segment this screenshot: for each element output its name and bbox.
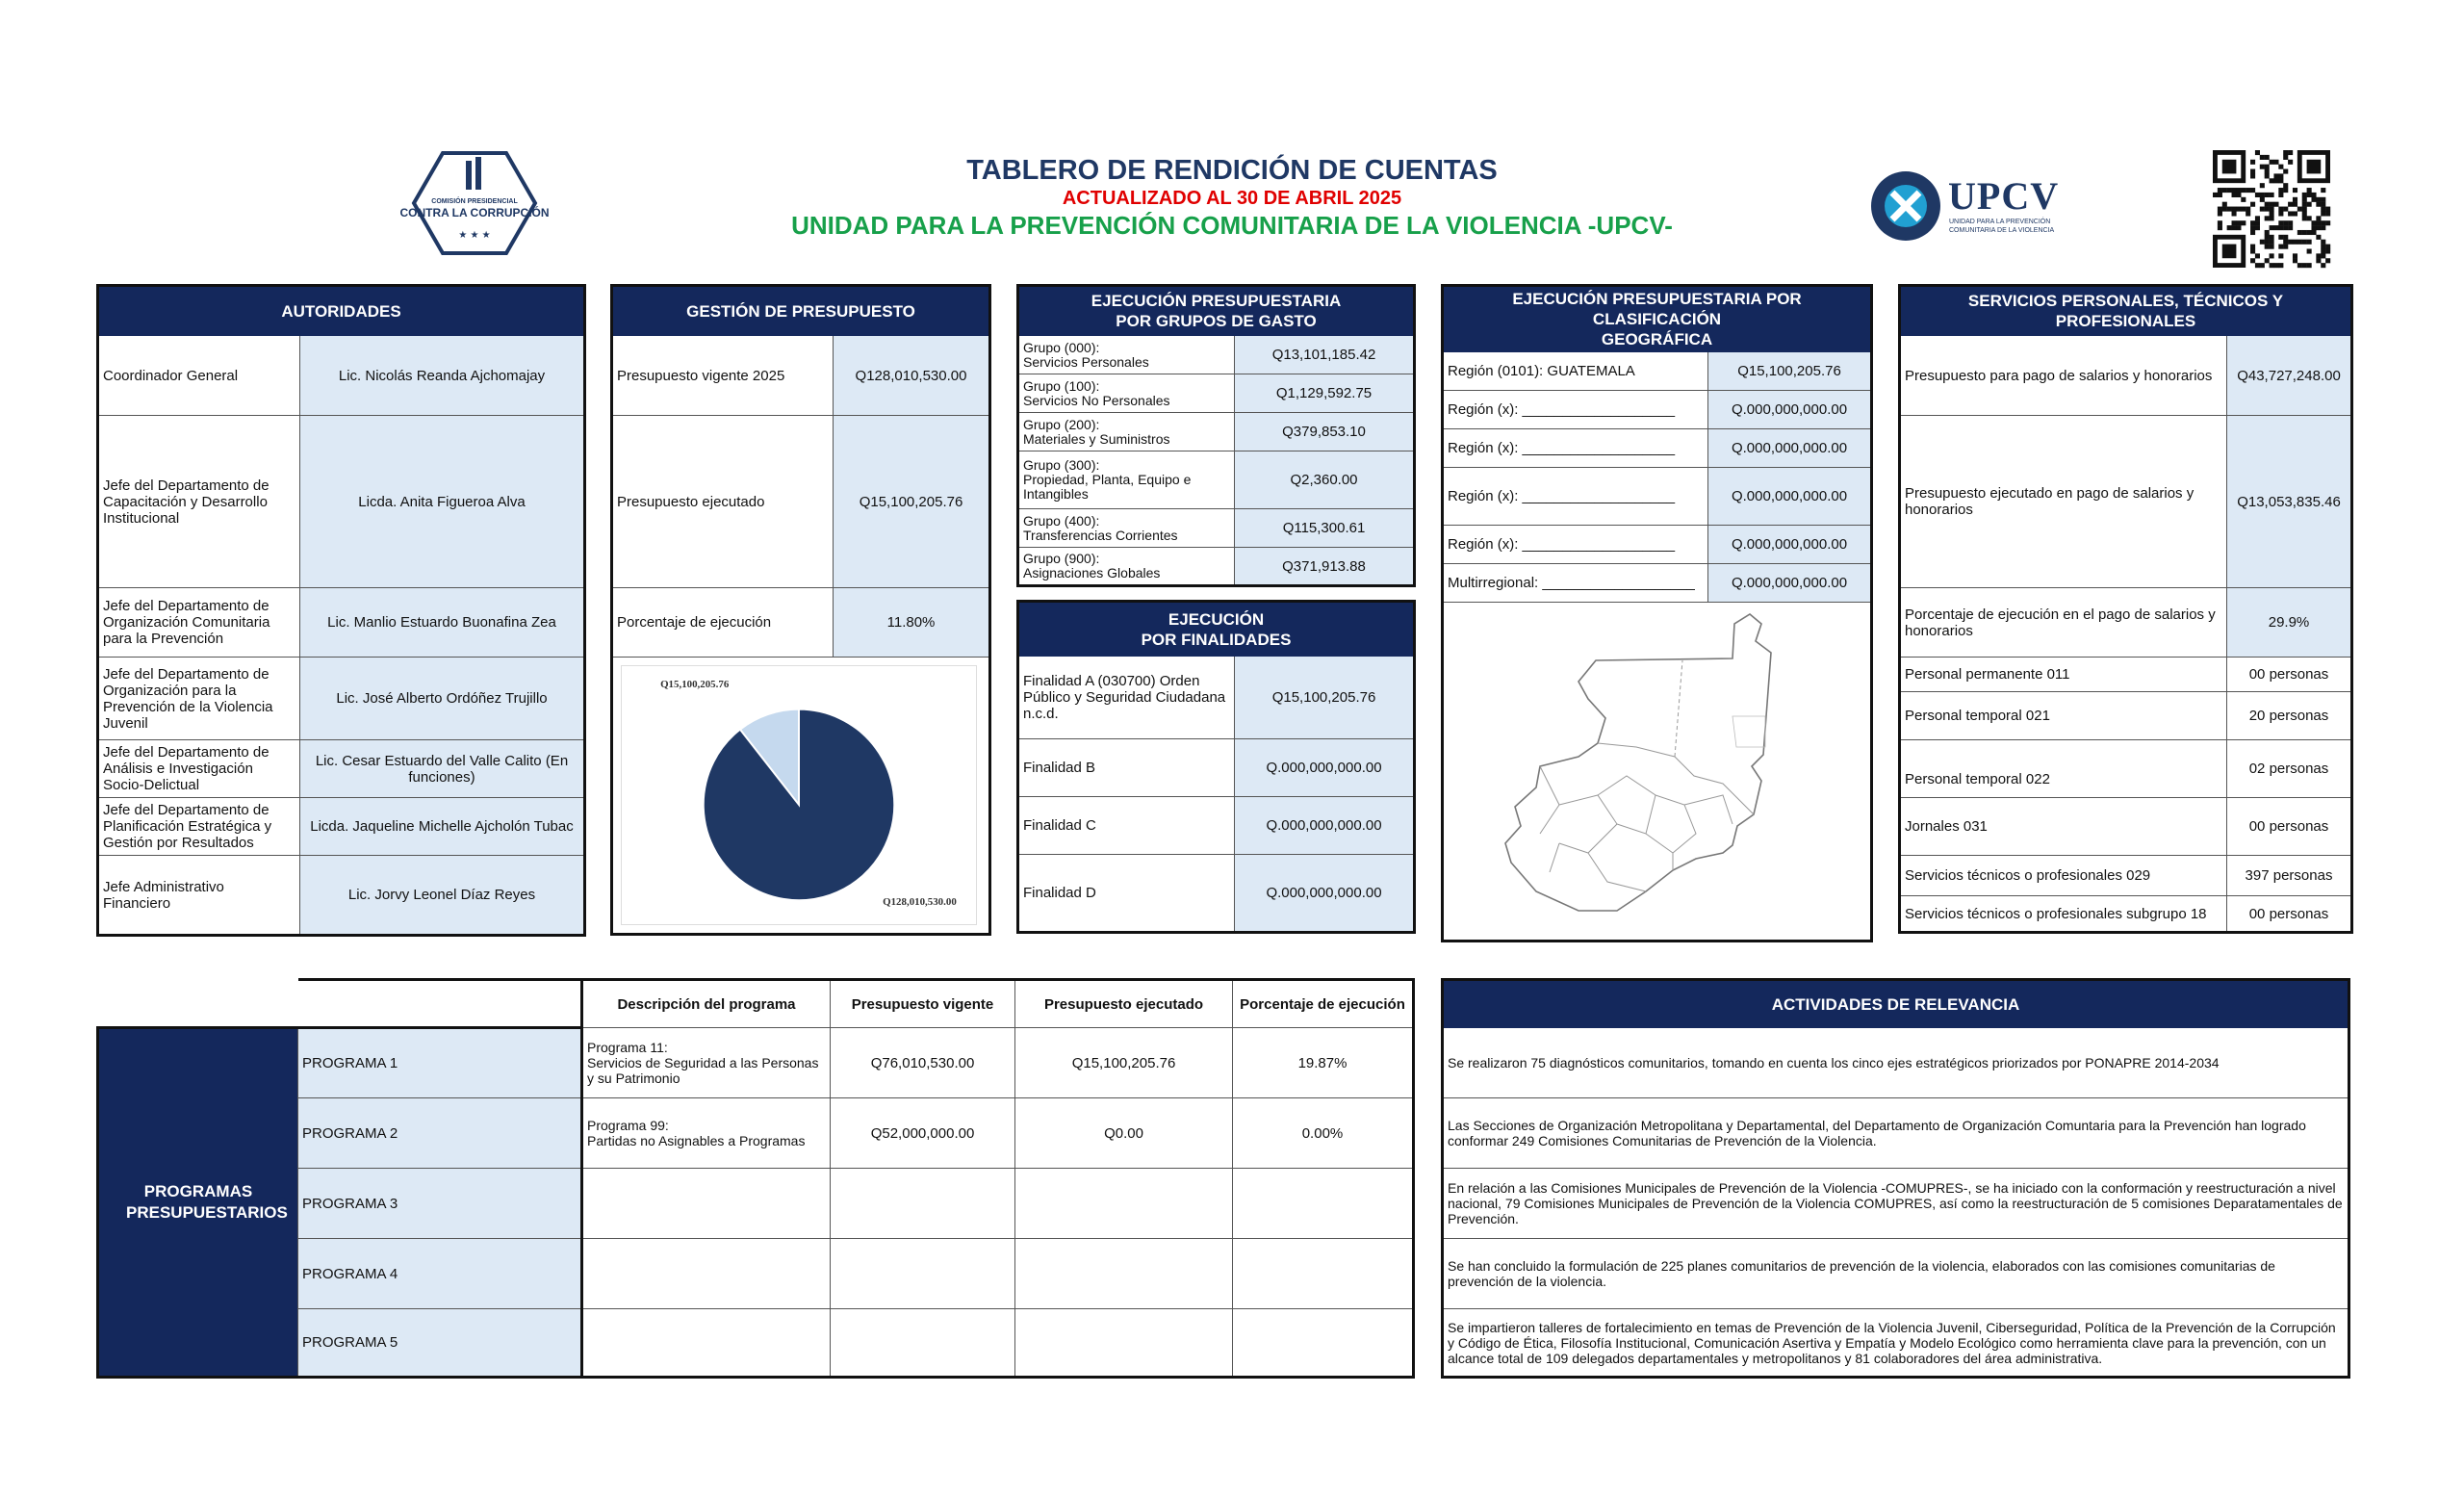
gestion-value: 11.80% [834,588,990,658]
servicio-label: Porcentaje de ejecución en el pago de salarios y honorarios [1900,588,2227,658]
programa-desc [582,1169,831,1239]
programa-name: PROGRAMA 4 [298,1239,582,1309]
programa-desc: Programa 11: Servicios de Seguridad a las Personas y su Patrimonio [582,1028,831,1098]
finalidades-title: EJECUCIÓN POR FINALIDADES [1018,602,1415,657]
finalidad-label: Finalidad C [1018,797,1235,855]
finalidad-value: Q15,100,205.76 [1235,657,1415,739]
pie-slice [704,709,895,901]
programa-vigente: Q52,000,000.00 [831,1098,1015,1169]
region-label: Región (x): ___________________ [1443,526,1708,564]
region-label: Región (x): ___________________ [1443,391,1708,429]
programa-ejecutado: Q0.00 [1015,1098,1233,1169]
page-title: TABLERO DE RENDICIÓN DE CUENTAS [966,155,1498,186]
svg-text:★ ★ ★: ★ ★ ★ [458,230,491,241]
cargo: Jefe del Departamento de Organización para la Prevención de la Violencia Juvenil [98,658,300,740]
programa-vigente [831,1169,1015,1239]
servicio-label: Servicios técnicos o profesionales subgrupo 18 [1900,896,2227,933]
servicio-label: Personal permanente 011 [1900,658,2227,692]
geografica-table [1441,284,1873,942]
actividad-item: Las Secciones de Organización Metropolitana y Departamental, del Departamento de Organización Comuntaria para la Prevención han logrado conformar 249 Comisiones Comunitarias de Prevención de la Violencia. [1443,1098,2349,1169]
grupo-label: Grupo (400): Transferencias Corrientes [1018,509,1235,548]
servicio-value: 29.9% [2227,588,2352,658]
nombre: Lic. Cesar Estuardo del Valle Calito (En funciones) [300,740,585,798]
cargo: Jefe del Departamento de Organización Comunitaria para la Prevención [98,588,300,658]
cargo: Jefe del Departamento de Capacitación y Desarrollo Institucional [98,416,300,588]
grupo-value: Q13,101,185.42 [1235,336,1415,374]
geografica-title: EJECUCIÓN PRESUPUESTARIA POR CLASIFICACIÓN GEOGRÁFICA [1443,286,1872,352]
gestion-label: Porcentaje de ejecución [612,588,834,658]
servicio-value: 02 personas [2227,740,2352,798]
grupo-label: Grupo (900): Asignaciones Globales [1018,548,1235,586]
budget-pie-chart [621,665,977,925]
grupo-value: Q379,853.10 [1235,413,1415,451]
programa-name: PROGRAMA 3 [298,1169,582,1239]
gestion-presupuesto-table [610,284,991,936]
gestion-value: Q128,010,530.00 [834,336,990,416]
servicio-value: 20 personas [2227,692,2352,740]
guatemala-map-cell [1443,603,1872,941]
programa-pct [1233,1309,1414,1378]
nombre: Lic. Jorvy Leonel Díaz Reyes [300,856,585,936]
programas-header-pct: Porcentaje de ejecución [1233,980,1414,1028]
servicios-table [1898,284,2353,934]
programas-header-desc: Descripción del programa [582,980,831,1028]
programa-ejecutado: Q15,100,205.76 [1015,1028,1233,1098]
grupo-value: Q1,129,592.75 [1235,374,1415,413]
grupo-label: Grupo (000): Servicios Personales [1018,336,1235,374]
upcv-logo [1869,169,2071,243]
servicio-label: Servicios técnicos o profesionales 029 [1900,856,2227,896]
gestion-title: GESTIÓN DE PRESUPUESTO [612,286,990,336]
servicio-value: Q43,727,248.00 [2227,336,2352,416]
programa-name: PROGRAMA 5 [298,1309,582,1378]
finalidad-label: Finalidad B [1018,739,1235,797]
servicios-title: SERVICIOS PERSONALES, TÉCNICOS Y PROFESIONALES [1900,286,2352,336]
region-value: Q.000,000,000.00 [1708,526,1872,564]
grupos-title: EJECUCIÓN PRESUPUESTARIA POR GRUPOS DE GASTO [1018,286,1415,336]
grupo-label: Grupo (200): Materiales y Suministros [1018,413,1235,451]
programas-header-ejecutado: Presupuesto ejecutado [1015,980,1233,1028]
gestion-label: Presupuesto ejecutado [612,416,834,588]
grupo-value: Q371,913.88 [1235,548,1415,586]
autoridades-table [96,284,586,937]
finalidad-value: Q.000,000,000.00 [1235,797,1415,855]
finalidad-value: Q.000,000,000.00 [1235,739,1415,797]
programas-side-label: PROGRAMAS PRESUPUESTARIOS [96,1026,300,1379]
cargo: Jefe del Departamento de Análisis e Investigación Socio-Delictual [98,740,300,798]
gestion-label: Presupuesto vigente 2025 [612,336,834,416]
pie-label: Q15,100,205.76 [660,678,730,690]
servicio-label: Presupuesto ejecutado en pago de salarios y honorarios [1900,416,2227,588]
grupo-value: Q2,360.00 [1235,451,1415,509]
autoridades-title: AUTORIDADES [98,286,585,336]
programas-header-vigente: Presupuesto vigente [831,980,1015,1028]
programa-name: PROGRAMA 2 [298,1098,582,1169]
programa-desc [582,1309,831,1378]
region-value: Q.000,000,000.00 [1708,429,1872,468]
svg-text:COMISIÓN PRESIDENCIAL: COMISIÓN PRESIDENCIAL [431,198,518,205]
servicio-label: Presupuesto para pago de salarios y honorarios [1900,336,2227,416]
programas-table [297,978,1415,1379]
actividad-item: En relación a las Comisiones Municipales de Prevención de la Violencia -COMUPRES-, se ha iniciado con la conformación y reestructuración a nivel nacional, 79 Comisiones Municipales de Prevención de la Violencia COMUPRES, así como la reestructuración de 5 comisiones Deparatamentales de Prevención. [1443,1169,2349,1239]
programa-ejecutado [1015,1169,1233,1239]
pie-chart-cell [612,658,990,935]
region-value: Q.000,000,000.00 [1708,564,1872,603]
programa-vigente [831,1309,1015,1378]
programa-vigente: Q76,010,530.00 [831,1028,1015,1098]
actividades-title: ACTIVIDADES DE RELEVANCIA [1443,980,2349,1028]
finalidad-label: Finalidad D [1018,855,1235,933]
actividades-table [1441,978,2350,1379]
upcv-logo-text: UPCV [1948,174,2060,218]
actividad-item: Se impartieron talleres de fortalecimiento en temas de Prevención de la Violencia Juvenil, Ciberseguridad, Política de la Prevención de la Corrupción y Código de Ética, Filosofía Institucional, Comunicación Asertiva y Empatía y Modelo Ecológico como herramienta clave para la prevención, con un alcance total de 109 delegados departamentales y metropolitanos y 81 colaboradores del área administrativa. [1443,1309,2349,1378]
actividad-item: Se realizaron 75 diagnósticos comunitarios, tomando en cuenta los cinco ejes estratégicos priorizados por PONAPRE 2014-2034 [1443,1028,2349,1098]
qr-code[interactable] [2204,150,2339,268]
update-date: ACTUALIZADO AL 30 DE ABRIL 2025 [1062,188,1402,209]
region-value: Q.000,000,000.00 [1708,468,1872,526]
actividad-item: Se han concluido la formulación de 225 planes comunitarios de prevención de la violencia, elaborados con las comisiones comunitarias de prevención de la violencia. [1443,1239,2349,1309]
grupos-gasto-table [1016,284,1416,587]
gestion-value: Q15,100,205.76 [834,416,990,588]
servicio-value: 397 personas [2227,856,2352,896]
finalidades-table [1016,600,1416,934]
programas-header-spacer [298,980,582,1028]
region-label: Región (0101): GUATEMALA [1443,352,1708,391]
servicio-value: 00 personas [2227,798,2352,856]
servicio-value: 00 personas [2227,896,2352,933]
programa-name: PROGRAMA 1 [298,1028,582,1098]
nombre: Licda. Anita Figueroa Alva [300,416,585,588]
grupo-value: Q115,300.61 [1235,509,1415,548]
guatemala-map [1444,603,1867,940]
finalidad-label: Finalidad A (030700) Orden Público y Seguridad Ciudadana n.c.d. [1018,657,1235,739]
svg-text:CONTRA LA CORRUPCIÓN: CONTRA LA CORRUPCIÓN [399,206,550,219]
servicio-value: Q13,053,835.46 [2227,416,2352,588]
grupo-label: Grupo (300): Propiedad, Planta, Equipo e Intangibles [1018,451,1235,509]
pie-label: Q128,010,530.00 [883,896,957,909]
region-label: Región (x): ___________________ [1443,468,1708,526]
region-value: Q15,100,205.76 [1708,352,1872,391]
region-label: Región (x): ___________________ [1443,429,1708,468]
nombre: Lic. Manlio Estuardo Buonafina Zea [300,588,585,658]
grupo-label: Grupo (100): Servicios No Personales [1018,374,1235,413]
programa-pct [1233,1239,1414,1309]
servicio-value: 00 personas [2227,658,2352,692]
programa-desc [582,1239,831,1309]
page-titles [0,154,2464,241]
programa-pct: 19.87% [1233,1028,1414,1098]
programa-ejecutado [1015,1309,1233,1378]
region-label: Multirregional: ___________________ [1443,564,1708,603]
servicio-label: Personal temporal 022 [1900,740,2227,798]
nombre: Lic. Nicolás Reanda Ajchomajay [300,336,585,416]
cargo: Jefe Administrativo Financiero [98,856,300,936]
servicio-label: Jornales 031 [1900,798,2227,856]
unit-name: UNIDAD PARA LA PREVENCIÓN COMUNITARIA DE LA VIOLENCIA -UPCV- [791,211,1673,240]
cargo: Coordinador General [98,336,300,416]
programa-desc: Programa 99: Partidas no Asignables a Programas [582,1098,831,1169]
programa-ejecutado [1015,1239,1233,1309]
finalidad-value: Q.000,000,000.00 [1235,855,1415,933]
servicio-label: Personal temporal 021 [1900,692,2227,740]
region-value: Q.000,000,000.00 [1708,391,1872,429]
upcv-logo-subtext: UNIDAD PARA LA PREVENCIÓN COMUNITARIA DE LA VIOLENCIA [1949,219,2055,234]
nombre: Licda. Jaqueline Michelle Ajcholón Tubac [300,798,585,856]
programa-vigente [831,1239,1015,1309]
programa-pct [1233,1169,1414,1239]
nombre: Lic. José Alberto Ordóñez Trujillo [300,658,585,740]
cargo: Jefe del Departamento de Planificación Estratégica y Gestión por Resultados [98,798,300,856]
programa-pct: 0.00% [1233,1098,1414,1169]
